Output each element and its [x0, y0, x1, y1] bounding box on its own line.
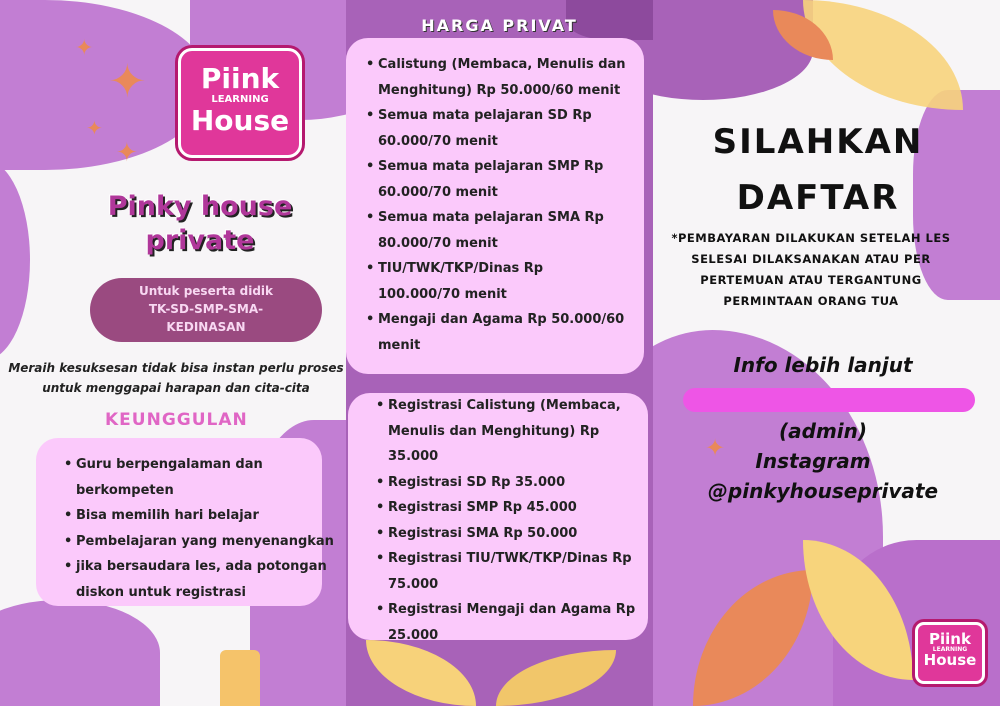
registration-box: [348, 393, 648, 643]
instagram-label: Instagram: [755, 449, 871, 473]
cta-title-line2: DAFTAR: [736, 178, 900, 218]
price-heading: HARGA PRIVAT: [421, 16, 578, 35]
sparkle-icon: ✦: [86, 116, 103, 140]
sparkle-icon: ✦: [108, 54, 147, 108]
logo-text: Piink: [200, 62, 280, 95]
decor-blob: [0, 600, 160, 706]
pill-line: KEDINASAN: [166, 320, 246, 334]
pill-line: TK-SD-SMP-SMA-: [148, 302, 264, 316]
pill-line: Untuk peserta didik: [138, 284, 274, 298]
leaf-decor: [366, 640, 476, 706]
price-item: • Semua mata pelajaran SD Rp 60.000/70 menit: [364, 103, 604, 154]
registration-item: • Registrasi Mengaji dan Agama Rp 25.000: [374, 597, 644, 648]
middle-panel: [346, 0, 653, 706]
registration-item: • Registrasi SMA Rp 50.000: [374, 521, 644, 547]
logo-text: House: [190, 104, 290, 137]
advantage-item: • Guru berpengalaman dan berkompeten: [62, 452, 282, 503]
price-item: • TIU/TWK/TKP/Dinas Rp 100.000/70 menit: [364, 256, 564, 307]
advantage-item: • jika bersaudara les, ada potongan diskon untuk registrasi: [62, 554, 332, 605]
registration-item: • Registrasi TIU/TWK/TKP/Dinas Rp 75.000: [374, 546, 644, 597]
advantages-heading: KEUNGGULAN: [105, 410, 248, 430]
logo-small: [915, 622, 985, 684]
info-label: Info lebih lanjut: [733, 353, 913, 377]
payment-note: *PEMBAYARAN DILAKUKAN SETELAH LES SELESAI DILAKSANAKAN ATAU PER PERTEMUAN ATAU TERGANTUNG PERMINTAAN ORANG TUA: [671, 231, 951, 308]
price-item: • Calistung (Membaca, Menulis dan Menghitung) Rp 50.000/60 menit: [364, 52, 636, 103]
price-item: • Mengaji dan Agama Rp 50.000/60 menit: [364, 307, 636, 358]
instagram-handle[interactable]: @pinkyhouseprivate: [707, 479, 939, 503]
right-panel: [653, 0, 1000, 706]
admin-label: (admin): [778, 419, 868, 443]
audience-pill: [90, 278, 322, 342]
brand-title: Pinky house private: [107, 191, 293, 256]
registration-item: • Registrasi SD Rp 35.000: [374, 470, 644, 496]
advantages-box: [36, 438, 334, 606]
price-item: • Semua mata pelajaran SMA Rp 80.000/70 menit: [364, 205, 614, 256]
registration-item: • Registrasi Calistung (Membaca, Menulis dan Menghitung) Rp 35.000: [374, 393, 624, 470]
logo-text: Piink: [929, 630, 971, 648]
sparkle-icon: ✦: [75, 36, 94, 61]
sparkle-icon: ✦: [705, 434, 726, 462]
price-list-box: [346, 38, 644, 374]
advantage-item: • Bisa memilih hari belajar: [62, 503, 322, 529]
leaf-decor: [496, 650, 616, 706]
price-item: • Semua mata pelajaran SMP Rp 60.000/70 menit: [364, 154, 614, 205]
logo-text: LEARNING: [932, 646, 968, 653]
logo: [178, 48, 302, 158]
left-panel: [0, 0, 346, 706]
advantage-item: • Pembelajaran yang menyenangkan: [62, 529, 322, 555]
redaction-mark: [683, 388, 975, 412]
sparkle-icon: ✦: [116, 138, 138, 168]
logo-text: House: [923, 651, 977, 669]
registration-item: • Registrasi SMP Rp 45.000: [374, 495, 644, 521]
decor-blob: [0, 160, 30, 360]
decor-shape: [220, 650, 260, 706]
motto-quote: Meraih kesuksesan tidak bisa instan perlu proses untuk menggapai harapan dan cita-cita: [8, 361, 344, 395]
logo-text: LEARNING: [211, 94, 269, 105]
cta-title-line1: SILAHKAN: [712, 122, 924, 162]
